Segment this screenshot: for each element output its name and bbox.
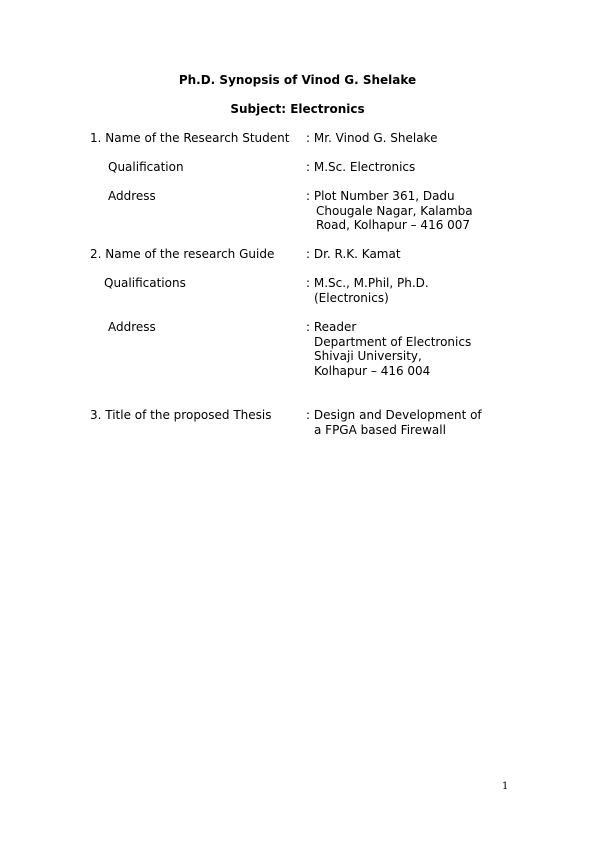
qualification-value: : M.Sc. Electronics (306, 160, 416, 174)
guide-address-label: Address (108, 320, 156, 334)
student-address-label: Address (108, 189, 156, 203)
guide-address-line: Shivaji University, (314, 349, 422, 363)
guide-address-line: Kolhapur – 416 004 (314, 364, 431, 378)
guide-address-line: Department of Electronics (314, 335, 472, 349)
research-guide-value: : Dr. R.K. Kamat (306, 247, 401, 261)
research-student-value: : Mr. Vinod G. Shelake (306, 131, 438, 145)
document-title: Ph.D. Synopsis of Vinod G. Shelake (178, 73, 417, 87)
guide-address-line: : Reader (306, 320, 357, 334)
qualification-label: Qualification (108, 160, 184, 174)
guide-qualifications-label: Qualifications (104, 276, 186, 290)
research-student-label: 1. Name of the Research Student (90, 131, 290, 145)
thesis-title-label: 3. Title of the proposed Thesis (90, 408, 272, 422)
guide-qualifications-line: (Electronics) (314, 291, 389, 305)
research-guide-label: 2. Name of the research Guide (90, 247, 275, 261)
subject-line: Subject: Electronics (230, 102, 365, 116)
guide-qualifications-line: : M.Sc., M.Phil, Ph.D. (306, 276, 429, 290)
page-number: 1 (502, 781, 509, 792)
thesis-title-line: : Design and Development of (306, 408, 482, 422)
student-address-line: : Plot Number 361, Dadu (306, 189, 455, 203)
student-address-line: Chougale Nagar, Kalamba (316, 204, 473, 218)
student-address-line: Road, Kolhapur – 416 007 (316, 218, 471, 232)
thesis-title-line: a FPGA based Firewall (314, 423, 446, 437)
